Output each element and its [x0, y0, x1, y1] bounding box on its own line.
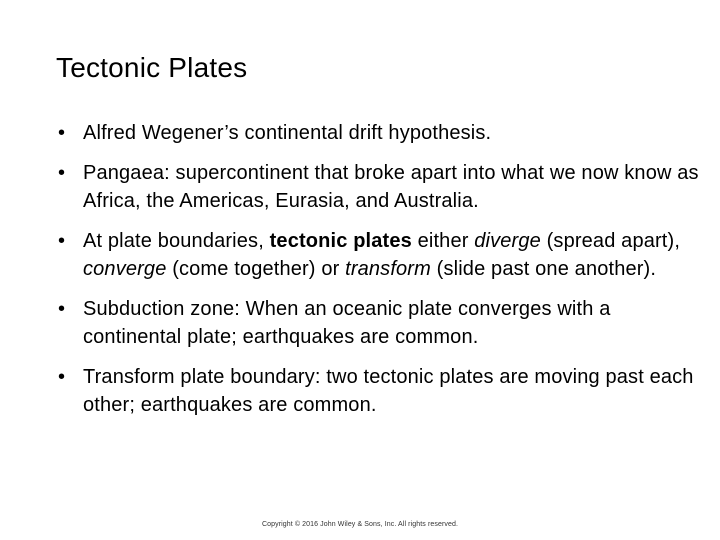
bullet-text-part: either: [411, 229, 475, 252]
bullet-text-part: (spread apart),: [540, 229, 681, 252]
bullet-text: Subduction zone: When an oceanic plate converges with a continental plate; earthquakes are common.: [83, 297, 611, 348]
copyright-notice: Copyright © 2016 John Wiley & Sons, Inc. All rights reserved.: [261, 521, 459, 528]
bullet-text: Transform plate boundary: two tectonic plates are moving past each other; earthquakes are common.: [83, 365, 694, 416]
bullet-text-part: At plate boundaries,: [83, 229, 270, 252]
bullet-item: [56, 295, 706, 352]
bullet-text-bold: tectonic plates: [269, 229, 412, 252]
bullet-text-part: (slide past one another).: [430, 258, 657, 280]
bullet-text: Alfred Wegener’s continental drift hypothesis.: [83, 122, 492, 144]
bullet-item: [56, 159, 706, 216]
bullet-text-italic: converge: [83, 258, 167, 280]
slide-title: Tectonic Plates: [56, 52, 248, 83]
bullet-marker: •: [58, 229, 66, 252]
bullet-item: [56, 119, 706, 148]
bullet-marker: •: [58, 297, 66, 320]
bullet-marker: •: [58, 122, 66, 144]
bullet-marker: •: [58, 161, 66, 184]
bullet-item: [56, 227, 706, 284]
bullet-text-italic: transform: [345, 258, 431, 280]
bullet-text: Pangaea: supercontinent that broke apart into what we now know as Africa, the Americas, Eurasia, and Australia.: [83, 161, 699, 212]
bullet-list: [56, 119, 706, 420]
bullet-marker: •: [58, 365, 66, 388]
bullet-text-italic: diverge: [474, 229, 541, 252]
bullet-item: [56, 363, 706, 420]
bullet-text-part: (come together) or: [166, 258, 346, 280]
